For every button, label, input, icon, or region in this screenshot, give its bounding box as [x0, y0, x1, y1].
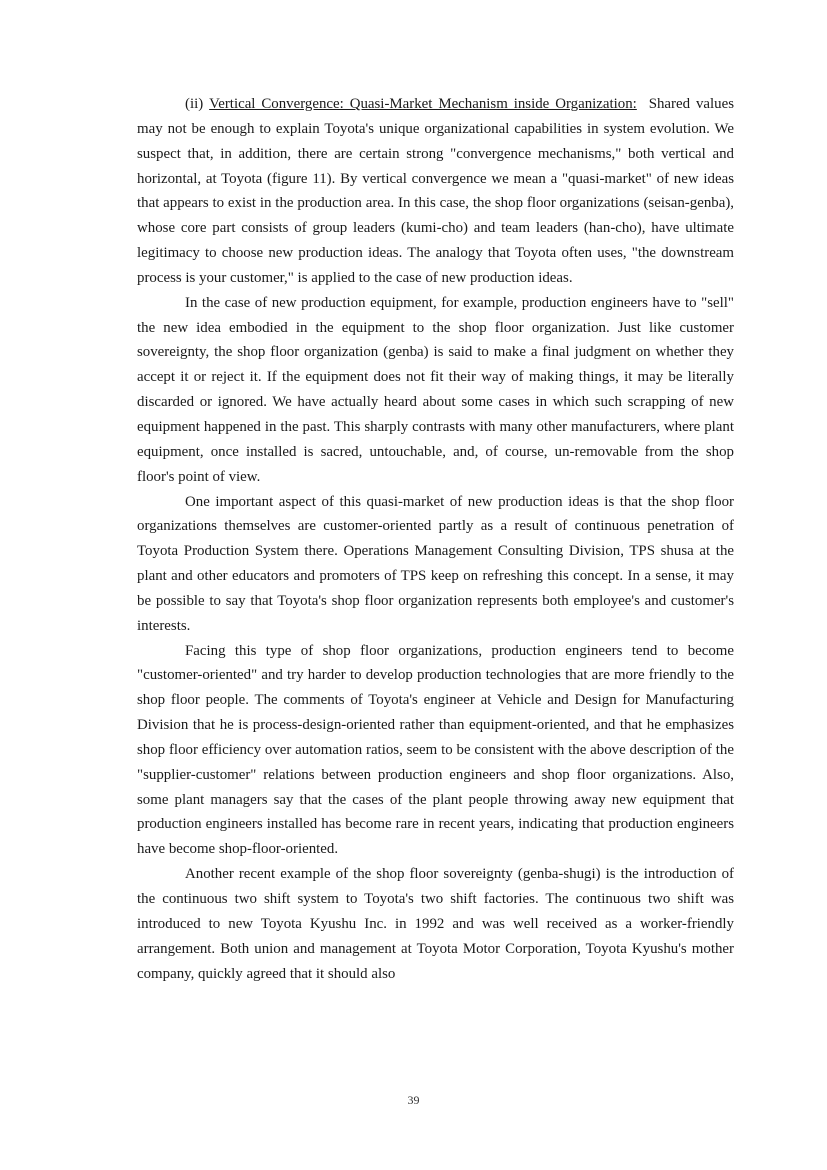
- section-lead-text: Shared values may not be enough to explain Toyota's unique organizational capabilities in system evolution. We suspect that, in addition, there are certain strong "convergence mechanisms," both vertical and horizontal, at Toyota (figure 11). By vertical convergence we mean a "quasi-market" of new ideas that appears to exist in the production area. In this case, the shop floor organizations (seisan-genba), whose core part consists of group leaders (kumi-cho) and team leaders (han-cho), have ultimate legitimacy to choose new production ideas. The analogy that Toyota often uses, "the downstream process is your customer," is applied to the case of new production ideas.: [137, 96, 734, 286]
- paragraph-two-shift: Another recent example of the shop floor sovereignty (genba-shugi) is the introduction of the continuous two shift system to Toyota's two shift factories. The continuous two shift was introduced to new Toyota Kyushu Inc. in 1992 and was well received as a worker-friendly arrangement. Both union and management at Toyota Motor Corporation, Toyota Kyushu's mother company, quickly agreed that it should also: [137, 866, 734, 982]
- paragraph-quasi-market: One important aspect of this quasi-market of new production ideas is that the shop floor organizations themselves are customer-oriented partly as a result of continuous penetration of Toyota Production System there. Operations Management Consulting Division, TPS shusa at the plant and other educators and promoters of TPS keep on refreshing this concept. In a sense, it may be possible to say that Toyota's shop floor organization represents both employee's and customer's interests.: [137, 493, 734, 634]
- section-heading: Vertical Convergence: Quasi-Market Mechanism inside Organization:: [209, 96, 637, 112]
- page-number: 39: [407, 1093, 420, 1107]
- section-label: (ii): [185, 96, 204, 112]
- section-opening-paragraph: [137, 92, 734, 291]
- paragraph-production-engineers: Facing this type of shop floor organizations, production engineers tend to become "customer-oriented" and try harder to develop production technologies that are more friendly to the shop floor people. The comments of Toyota's engineer at Vehicle and Design for Manufacturing Division that he is process-design-oriented rather than equipment-oriented, and that he emphasizes shop floor efficiency over automation ratios, seem to be consistent with the above description of the "supplier-customer" relations between production engineers and shop floor organizations. Also, some plant managers say that the cases of the plant people throwing away new equipment that production engineers installed has become rare in recent years, indicating that production engineers have become shop-floor-oriented.: [137, 642, 734, 858]
- paragraph-equipment: In the case of new production equipment, for example, production engineers have to "sell" the new idea embodied in the equipment to the shop floor organization. Just like customer sovereignty, the shop floor organization (genba) is said to make a final judgment on whether they accept it or reject it. If the equipment does not fit their way of making things, it may be literally discarded or ignored. We have actually heard about some cases in which such scrapping of new equipment happened in the past. This sharply contrasts with many other manufacturers, where plant equipment, once installed is sacred, untouchable, and, of course, un-removable from the shop floor's point of view.: [137, 294, 734, 485]
- body-text: [137, 92, 734, 986]
